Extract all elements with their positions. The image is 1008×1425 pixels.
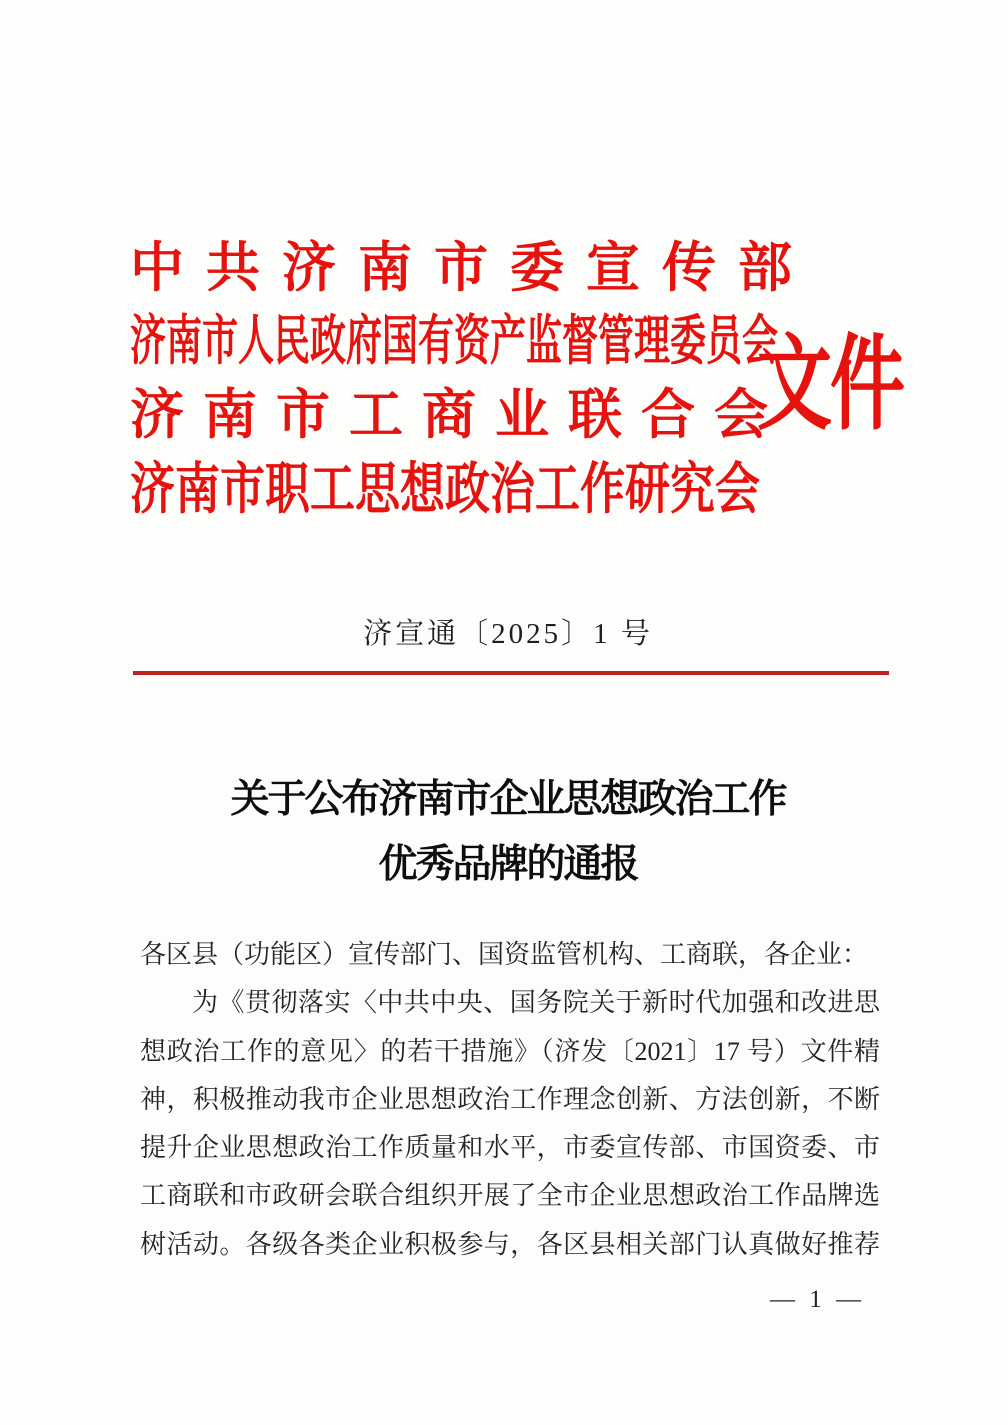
body-line-6: 树活动。各级各类企业积极参与，各区县相关部门认真做好推荐 [140,1229,880,1259]
doc-number: 济宣通〔2025〕1 号 [363,618,653,650]
page-number: — 1 — [770,1286,865,1313]
doc-type-label: 文件 [757,328,904,444]
body-line-5: 工商联和市政研会联合组织开展了全市企业思想政治工作品牌选 [140,1181,880,1211]
org-line-propaganda-dept: 中共济南市委宣传部 [130,238,792,298]
red-divider-line [133,671,889,675]
doc-title-line-2: 优秀品牌的通报 [378,843,638,886]
body-line-4: 提升企业思想政治工作质量和水平，市委宣传部、市国资委、市 [140,1133,880,1163]
body-line-1: 为《贯彻落实〈中共中央、国务院关于新时代加强和改进思 [192,988,880,1018]
org-line-federation-industry-commerce: 济南市工商业联合会 [130,385,768,445]
body-line-3: 神，积极推动我市企业思想政治工作理念创新、方法创新，不断 [140,1084,880,1114]
org-line-sasac: 济南市人民政府国有资产监督管理委员会 [130,311,779,371]
doc-title-line-1: 关于公布济南市企业思想政治工作 [230,778,786,821]
body-text [140,931,880,1269]
org-line-political-work-research-society: 济南市职工思想政治工作研究会 [130,458,761,521]
doc-title [138,767,878,897]
body-line-2: 想政治工作的意见〉的若干措施》（济发〔2021〕17 号）文件精 [140,1036,880,1066]
salutation-line: 各区县（功能区）宣传部门、国资监管机构、工商联，各企业： [140,940,869,969]
